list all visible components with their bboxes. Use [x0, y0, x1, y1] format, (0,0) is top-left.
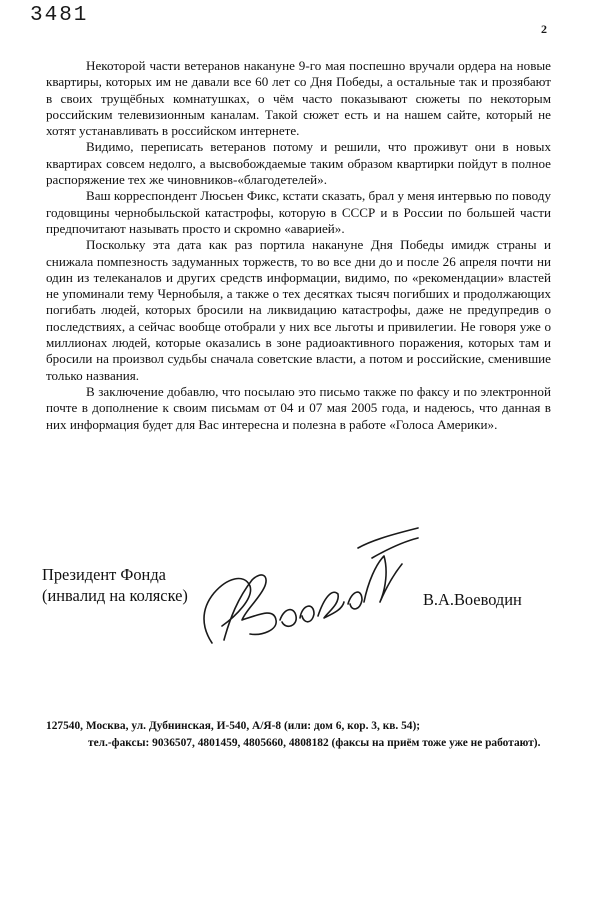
paragraph: Поскольку эта дата как раз портила накануне Дня Победы имидж страны и снижала помпезность задуманных торжеств, то во все дни до и после 26 апреля почти ни один из телеканалов и других средств информации, видимо, по «рекомендации» властей не упоминали тему Чернобыля, а также о тех десятках тысяч погибших и продолжающих погибать людей, которых бросили на ликвидацию катастрофы, даже не предупредив о последствиях, а сейчас вообще отобрали у них все льготы и привилегии. Не говоря уже о миллионах людей, которые оказались в зоне радиоактивного поражения, которых там и бросили на произвол судьбы сначала советские власти, а потом и российские, сменившие только названия.: [46, 237, 551, 383]
handwritten-signature: [172, 518, 422, 648]
paragraph: Видимо, переписать ветеранов потому и решили, что проживут они в новых квартирах совсем недолго, а высвобождаемые таким образом квартирки пойдут в полное распоряжение тех же чиновников-«благодетелей».: [46, 139, 551, 188]
signer-title-line: (инвалид на коляске): [42, 586, 188, 605]
contact-footer: [46, 718, 551, 751]
paragraph: Некоторой части ветеранов накануне 9-го мая поспешно вручали ордера на новые квартиры, которых им не давали все 60 лет со Дня Победы, а остальные так и прозябают в своих трущёбных комнатушках, о чём часто показывают сюжеты по некоторым российским телевизионным каналам. Такой сюжет есть и на нашем сайте, который не хотят устанавливать в российском интернете.: [46, 58, 551, 139]
letter-body: [46, 58, 551, 433]
document-number: 3481: [30, 4, 89, 27]
signer-title-line: Президент Фонда: [42, 565, 166, 584]
page-number: 2: [541, 22, 547, 36]
postal-address: 127540, Москва, ул. Дубнинская, И-540, А/Я-8 (или: дом 6, кор. 3, кв. 54);: [46, 720, 421, 732]
signer-name: В.А.Воеводин: [423, 590, 522, 609]
paragraph: Ваш корреспондент Люсьен Фикс, кстати сказать, брал у меня интервью по поводу годовщины чернобыльской катастрофы, которую в СССР и в России по большей части предпочитают называть просто и скромно «аварией».: [46, 188, 551, 236]
phone-fax-list: тел.-факсы: 9036507, 4801459, 4805660, 4808182 (факсы на приём тоже уже не работают).: [88, 736, 541, 749]
signer-title: [42, 564, 188, 606]
paragraph: В заключение добавлю, что посылаю это письмо также по факсу и по электронной почте в дополнение к своим письмам от 04 и 07 мая 2005 года, и надеюсь, что данная в них информация будет для Вас интересна и полезна в работе «Голоса Америки».: [46, 383, 551, 432]
